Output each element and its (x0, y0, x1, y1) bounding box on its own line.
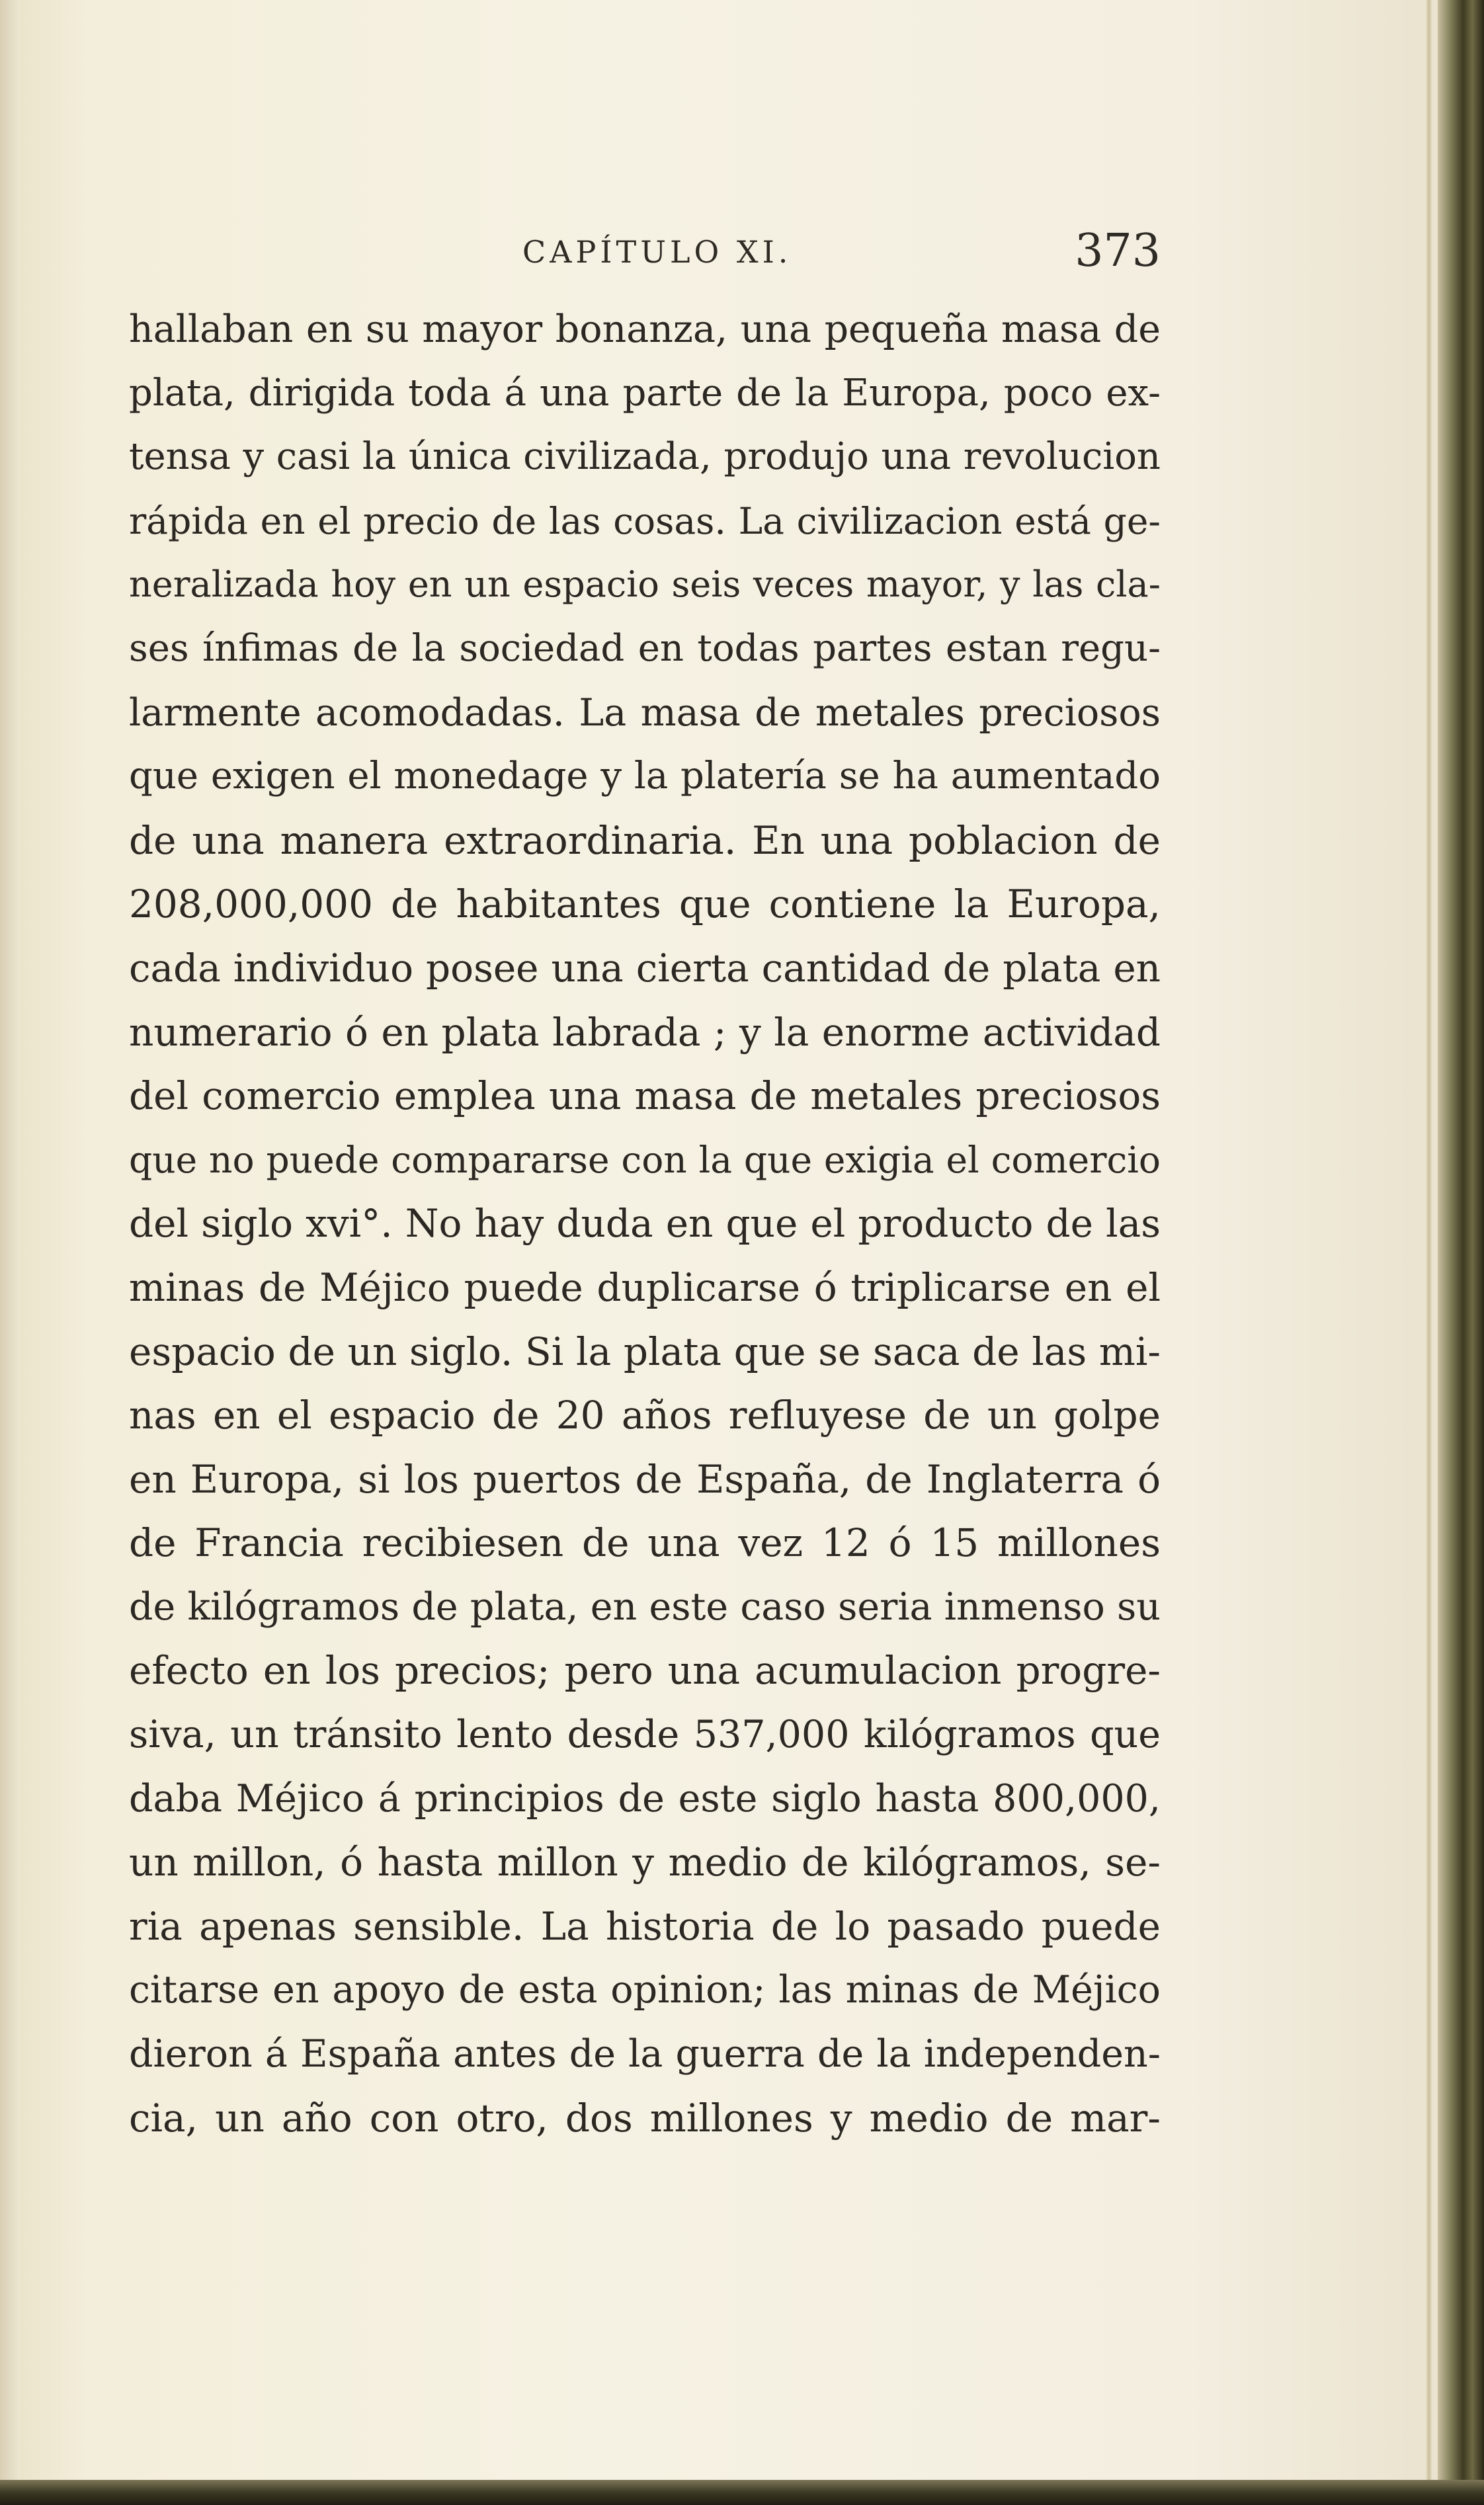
text-line: hallaban en su mayor bonanza, una pequeña masa de (129, 308, 1161, 351)
text-line: 208,000,000 de habitantes que contiene la Europa, (129, 882, 1161, 927)
page-number: 373 (1075, 225, 1161, 277)
text-line: dieron á España antes de la guerra de la independen- (129, 2032, 1161, 2076)
text-line: nas en el espacio de 20 años refluyese de un golpe (129, 1393, 1161, 1438)
text-line: cia, un año con otro, dos millones y medio de mar- (129, 2095, 1161, 2141)
text-line: citarse en apoyo de esta opinion; las minas de Méjico (129, 1968, 1161, 2012)
text-line: efecto en los precios; pero una acumulacion progre- (129, 1648, 1161, 1694)
page-gutter-shadow (0, 0, 20, 2505)
page-header (129, 225, 1161, 284)
text-line: del siglo xvi°. No hay duda en que el producto de las (129, 1201, 1161, 1247)
book-bottom-edge (0, 2480, 1484, 2505)
text-line: siva, un tránsito lento desde 537,000 kilógramos que (129, 1713, 1161, 1757)
text-line: minas de Méjico puede duplicarse ó triplicarse en el (129, 1264, 1161, 1310)
text-line: cada individuo posee una cierta cantidad de plata en (129, 945, 1161, 991)
text-line: de kilógramos de plata, en este caso seria inmenso su (129, 1584, 1161, 1629)
book-fore-edge (1438, 0, 1484, 2505)
text-line: en Europa, si los puertos de España, de Inglaterra ó (129, 1456, 1161, 1502)
page-edge-highlight (1426, 0, 1432, 2505)
text-line: tensa y casi la única civilizada, produjo una revolucion (129, 435, 1161, 479)
text-line: un millon, ó hasta millon y medio de kilógramos, se- (129, 1840, 1161, 1885)
text-line: de Francia recibiesen de una vez 12 ó 15 millones (129, 1520, 1161, 1566)
body-text (129, 298, 1161, 2150)
text-line: ria apenas sensible. La historia de lo pasado puede (129, 1903, 1161, 1949)
text-line: ses ínfimas de la sociedad en todas partes estan regu- (129, 626, 1161, 670)
running-head: CAPÍTULO XI. (522, 234, 792, 270)
text-line: neralizada hoy en un espacio seis veces mayor, y las cla- (129, 563, 1161, 606)
text-line: de una manera extraordinaria. En una poblacion de (129, 817, 1161, 863)
text-line: daba Méjico á principios de este siglo hasta 800,000, (129, 1776, 1161, 1821)
text-line: que no puede compararse con la que exigia el comercio (129, 1138, 1161, 1181)
text-line: que exigen el monedage y la platería se ha aumentado (129, 755, 1161, 798)
text-line: numerario ó en plata labrada ; y la enorme actividad (129, 1009, 1161, 1055)
text-line: rápida en el precio de las cosas. La civilizacion está ge- (129, 499, 1161, 542)
text-line: del comercio emplea una masa de metales preciosos (129, 1073, 1161, 1119)
text-line: plata, dirigida toda á una parte de la Europa, poco ex- (129, 371, 1161, 415)
text-line: espacio de un siglo. Si la plata que se saca de las mi- (129, 1329, 1161, 1374)
text-line: larmente acomodadas. La masa de metales preciosos (129, 690, 1161, 735)
